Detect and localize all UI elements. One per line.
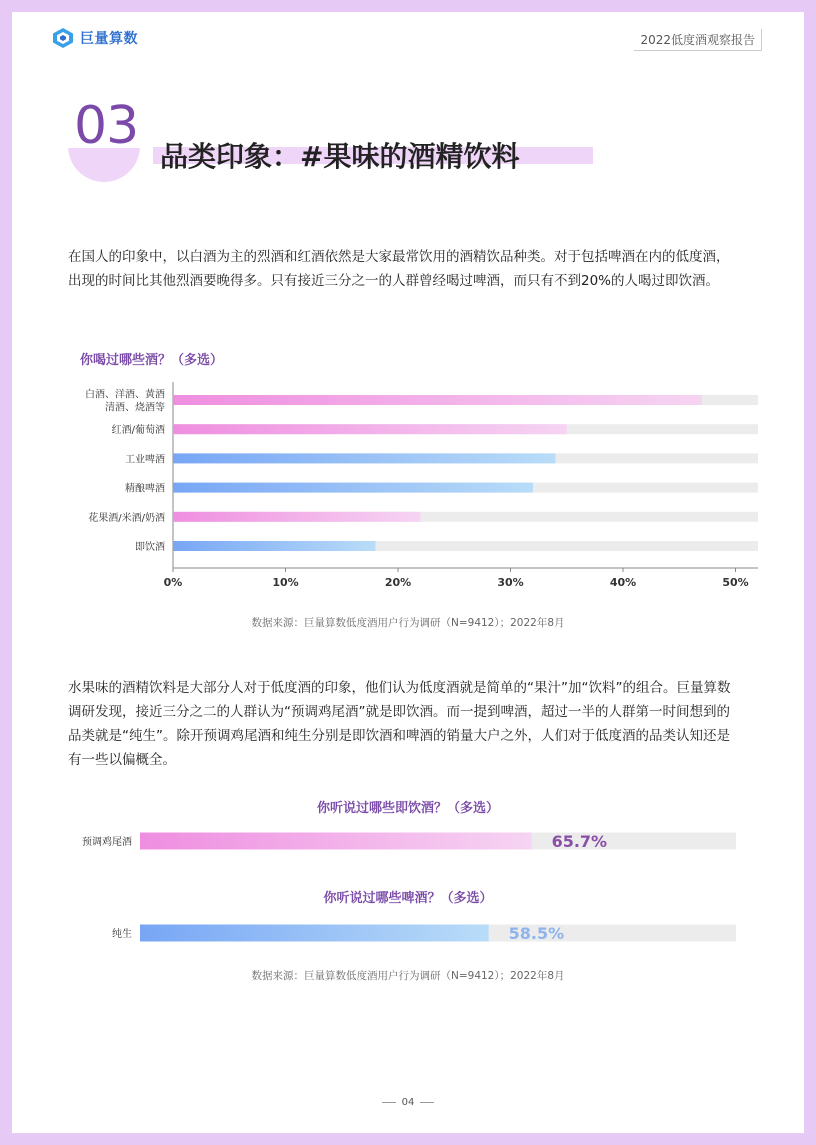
chart-2 [60, 826, 760, 856]
brand-logo [52, 27, 138, 49]
category-label: 工业啤酒 [125, 454, 165, 466]
chart-2-title: 你听说过哪些即饮酒？（多选） [316, 801, 499, 816]
category-label: 花果酒/米酒/奶酒 [88, 512, 165, 524]
chart-3 [60, 918, 760, 948]
chart-1 [60, 378, 770, 598]
footer-dash-left [382, 1102, 396, 1103]
bar-5 [173, 541, 376, 551]
source-note-2: 数据来源：巨量算数低度酒用户行为调研（N=9412）；2022年8月 [251, 970, 565, 982]
intro-paragraph: 在国人的印象中，以白酒为主的烈酒和红酒依然是大家最常饮用的酒精饮品种类。对于包括啤酒在内的低度酒，出现的时间比其他烈酒要晚得多。只有接近三分之一的人群曾经喝过啤酒，而只有不到20%的人喝过即饮酒。 [68, 249, 730, 289]
bar-1 [173, 424, 567, 434]
category-label: 精酿啤酒 [125, 483, 165, 495]
x-tick-label: 10% [272, 576, 299, 589]
category-label: 红酒/葡萄酒 [111, 425, 165, 437]
footer-dash-right [420, 1102, 434, 1103]
section-title: 品类印象：#果味的酒精饮料 [160, 140, 520, 173]
report-title: 2022低度酒观察报告 [634, 29, 762, 51]
category-label: 预调鸡尾酒 [82, 837, 132, 848]
x-tick-label: 50% [722, 576, 749, 589]
bar-3 [173, 483, 533, 493]
category-label: 纯生 [112, 929, 132, 940]
x-tick-label: 0% [163, 576, 183, 589]
page-number: 04 [401, 1097, 415, 1108]
source-note-1: 数据来源：巨量算数低度酒用户行为调研（N=9412）；2022年8月 [251, 617, 565, 629]
chart-3-title: 你听说过哪些啤酒？（多选） [323, 891, 493, 906]
chart-1-title: 你喝过哪些酒？（多选） [80, 353, 224, 368]
bar-4 [173, 512, 421, 522]
bar-0 [140, 833, 532, 850]
category-label: 清酒、烧酒等 [105, 402, 165, 414]
bar-0 [173, 395, 702, 405]
x-tick-label: 20% [384, 576, 412, 589]
bar-2 [173, 453, 556, 463]
page-footer [0, 1097, 816, 1108]
bar-0 [140, 925, 489, 942]
second-paragraph: 水果味的酒精饮料是大部分人对于低度酒的印象，他们认为低度酒就是简单的“果汁”加“饮料”的组合。巨量算数调研发现，接近三分之二的人群认为“预调鸡尾酒”就是即饮酒。而一提到啤酒，超过一半的人群第一时间想到的品类就是“纯生”。除开预调鸡尾酒和纯生分别是即饮酒和啤酒的销量大户之外，人们对于低度酒的品类认知还是有一些以偏概全。 [68, 680, 731, 768]
section-number: 03 [74, 96, 139, 156]
x-tick-label: 30% [497, 576, 524, 589]
value-label: 65.7% [551, 832, 608, 851]
value-label: 58.5% [508, 924, 565, 943]
x-tick-label: 40% [609, 576, 637, 589]
brand-name: 巨量算数 [80, 31, 138, 47]
brand-logo-icon [52, 27, 74, 49]
category-label: 即饮酒 [135, 542, 165, 553]
category-label: 白酒、洋酒、黄酒 [85, 389, 165, 401]
